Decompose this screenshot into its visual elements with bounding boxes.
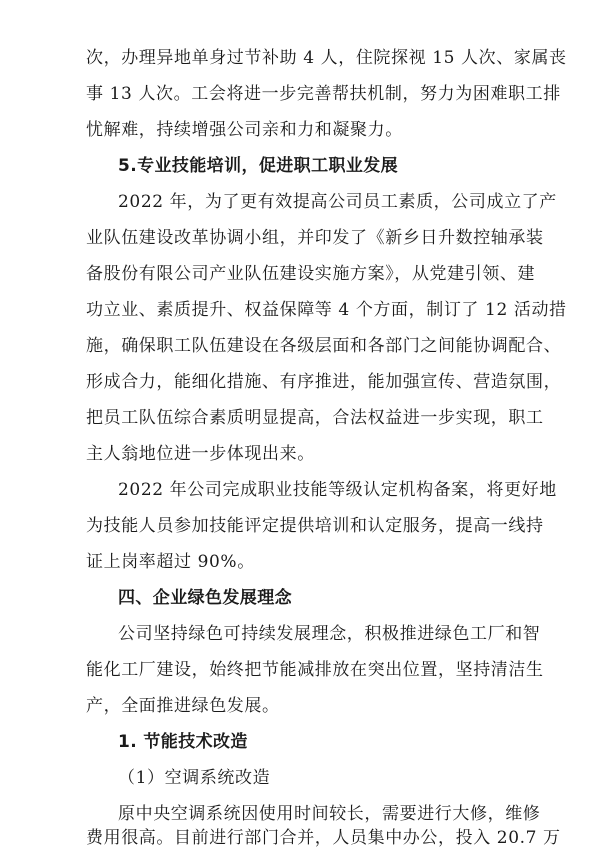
text-line: 公司坚持绿色可持续发展理念，积极推进绿色工厂和智 [118,624,541,644]
text-line: 2022 年，为了更有效提高公司员工素质，公司成立了产 [118,192,557,212]
subsection-title: （1）空调系统改造 [118,768,271,788]
text-line: 证上岗率超过 90%。 [86,552,255,572]
section-heading: 5.专业技能培训，促进职工职业发展 [118,156,399,176]
text-line: 业队伍建设改革协调小组，并印发了《新乡日升数控轴承装 [86,228,544,248]
text-line: 为技能人员参加技能评定提供培训和认定服务，提高一线持 [86,516,544,536]
text-line: 事 13 人次。工会将进一步完善帮扶机制，努力为困难职工排 [86,84,561,104]
text-line: 2022 年公司完成职业技能等级认定机构备案，将更好地 [118,480,557,500]
text-line: 功立业、素质提升、权益保障等 4 个方面，制订了 12 活动措 [86,300,567,320]
text-line: 原中央空调系统因使用时间较长，需要进行大修，维修 [118,804,541,824]
text-line: 产，全面推进绿色发展。 [86,696,280,716]
text-line: 主人翁地位进一步体现出来。 [86,444,315,464]
text-line: 忧解难，持续增强公司亲和力和凝聚力。 [86,120,403,140]
text-line: 施，确保职工队伍建设在各级层面和各部门之间能协调配合、 [86,336,562,356]
text-line: 形成合力，能细化措施、有序推进，能加强宣传、营造氛围， [86,372,562,392]
text-line: 备股份有限公司产业队伍建设实施方案》，从党建引领、建 [86,264,536,284]
subsection-heading: 1. 节能技术改造 [118,732,248,752]
text-line: 费用很高。目前进行部门合并，人员集中办公，投入 20.7 万 [86,828,561,848]
text-line: 能化工厂建设，始终把节能减排放在突出位置，坚持清洁生 [86,660,544,680]
text-line: 把员工队伍综合素质明显提高，合法权益进一步实现，职工 [86,408,544,428]
section-heading: 四、企业绿色发展理念 [118,588,292,608]
text-line: 次，办理异地单身过节补助 4 人，住院探视 15 人次、家属丧 [86,48,567,68]
